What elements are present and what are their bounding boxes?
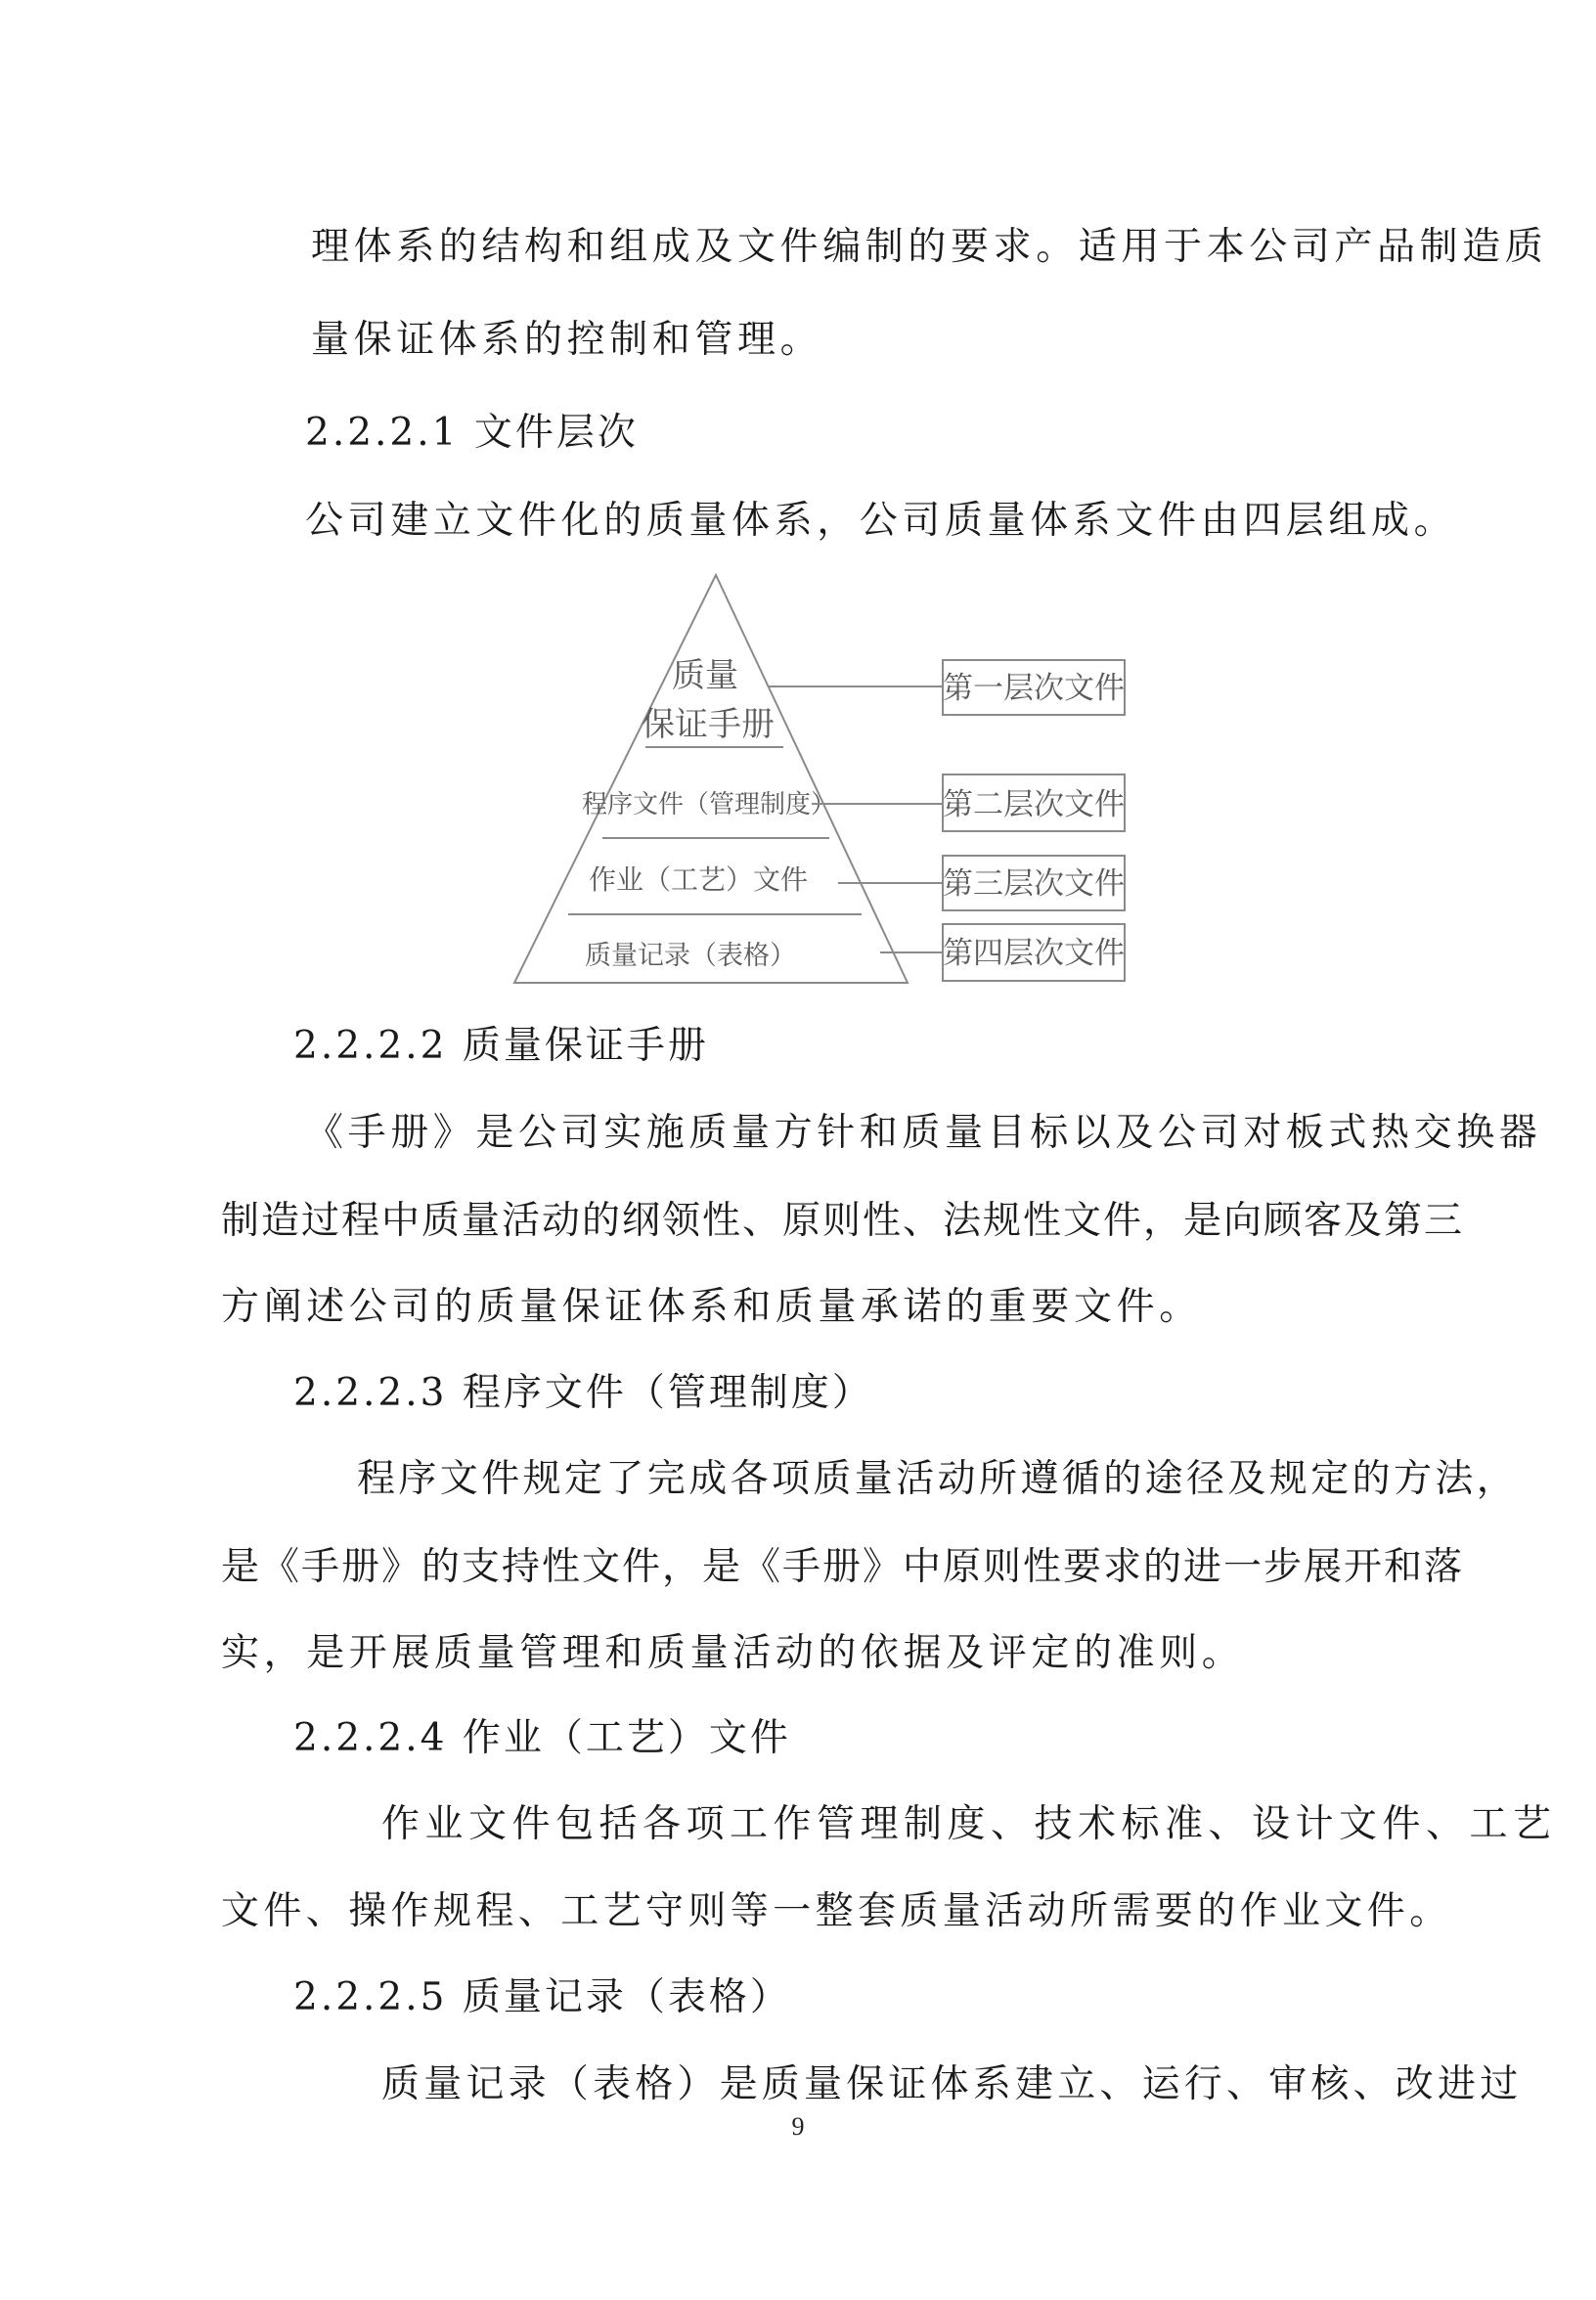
- level-connectors: [769, 686, 943, 952]
- page-number: 9: [791, 2112, 805, 2141]
- level-label-4: 第四层次文件: [943, 936, 1125, 971]
- paragraph-manual-line-2: 制造过程中质量活动的纲领性、原则性、法规性文件，是向顾客及第三: [221, 1199, 1465, 1243]
- paragraph-work-line-1: 作业文件包括各项工作管理制度、技术标准、设计文件、工艺: [381, 1802, 1557, 1846]
- heading-2-2-2-1: 2.2.2.1 文件层次: [305, 411, 639, 455]
- pyramid-layer-3-label: 作业（工艺）文件: [588, 863, 809, 896]
- heading-2-2-2-4: 2.2.2.4 作业（工艺）文件: [293, 1716, 791, 1760]
- paragraph-scope-line-1: 理体系的结构和组成及文件编制的要求。适用于本公司产品制造质: [311, 225, 1548, 269]
- paragraph-records-line-1: 质量记录（表格）是质量保证体系建立、运行、审核、改进过: [381, 2062, 1523, 2106]
- pyramid-layer-2-label: 程序文件（管理制度）: [581, 790, 837, 819]
- level-label-2: 第二层次文件: [943, 787, 1125, 822]
- pyramid-layer-4-label: 质量记录（表格）: [585, 941, 796, 971]
- heading-2-2-2-3: 2.2.2.3 程序文件（管理制度）: [293, 1371, 873, 1415]
- paragraph-document-layers: 公司建立文件化的质量体系，公司质量体系文件由四层组成。: [305, 499, 1457, 543]
- pyramid-shape: [514, 575, 908, 983]
- paragraph-work-line-2: 文件、操作规程、工艺守则等一整套质量活动所需要的作业文件。: [221, 1889, 1452, 1933]
- heading-2-2-2-5: 2.2.2.5 质量记录（表格）: [293, 1975, 791, 2019]
- level-label-1: 第一层次文件: [943, 671, 1125, 706]
- document-hierarchy-diagram: [0, 0, 1596, 1007]
- paragraph-scope-line-2: 量保证体系的控制和管理。: [311, 318, 823, 362]
- paragraph-manual-line-1: 《手册》是公司实施质量方针和质量目标以及公司对板式热交换器: [305, 1111, 1542, 1155]
- paragraph-procedure-line-2: 是《手册》的支持性文件，是《手册》中原则性要求的进一步展开和落: [221, 1545, 1465, 1589]
- paragraph-procedure-line-1: 程序文件规定了完成各项质量活动所遵循的途径及规定的方法，: [357, 1457, 1519, 1501]
- pyramid-layer-1-line-1: 质量: [672, 656, 738, 695]
- paragraph-manual-line-3: 方阐述公司的质量保证体系和质量承诺的重要文件。: [221, 1285, 1202, 1329]
- heading-2-2-2-2: 2.2.2.2 质量保证手册: [293, 1024, 709, 1068]
- level-label-3: 第三层次文件: [943, 866, 1125, 902]
- paragraph-procedure-line-3: 实，是开展质量管理和质量活动的依据及评定的准则。: [221, 1631, 1245, 1675]
- pyramid-layer-1-line-2: 保证手册: [642, 705, 775, 744]
